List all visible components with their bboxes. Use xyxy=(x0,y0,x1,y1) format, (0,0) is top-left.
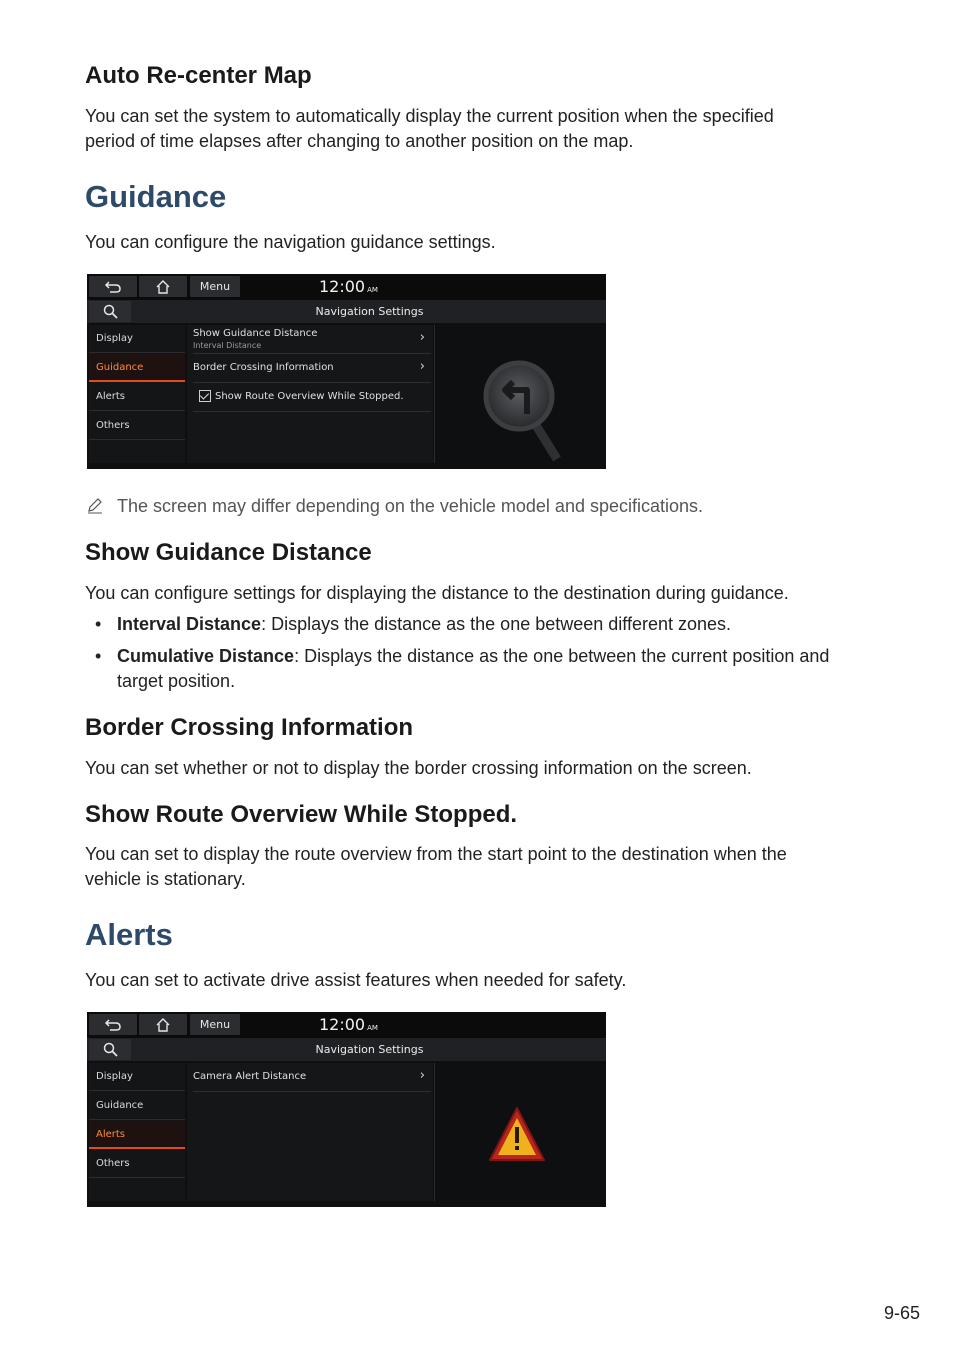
auto-recenter-body-1: You can set the system to automatically display the current position when the specified xyxy=(85,106,774,126)
route-overview-body-2: vehicle is stationary. xyxy=(85,869,246,889)
clock xyxy=(319,276,378,301)
menu-item-display[interactable]: Display xyxy=(89,1063,185,1091)
search-button[interactable] xyxy=(89,301,131,322)
back-arrow-icon xyxy=(104,1018,122,1032)
menu-item-others[interactable]: Others xyxy=(89,1150,185,1178)
border-crossing-body: You can set whether or not to display the border crossing information on the screen. xyxy=(85,758,752,778)
clock-ampm: AM xyxy=(367,1024,378,1032)
settings-menu xyxy=(89,1063,185,1201)
navigation-settings-screen-guidance xyxy=(87,274,606,469)
bullet-text: : Displays the distance as the one between different zones. xyxy=(261,614,732,634)
route-overview-label: Show Route Overview While Stopped. xyxy=(215,391,404,402)
divider xyxy=(434,325,435,463)
route-overview-heading: Show Route Overview While Stopped. xyxy=(85,801,518,828)
home-icon xyxy=(155,280,171,294)
show-guidance-distance-heading: Show Guidance Distance xyxy=(85,539,372,566)
camera-alert-distance-label: Camera Alert Distance xyxy=(193,1071,307,1082)
top-bar xyxy=(87,274,606,300)
border-crossing-heading: Border Crossing Information xyxy=(85,714,414,741)
menu-button[interactable]: Menu xyxy=(190,1014,240,1035)
bullet-term: Interval Distance xyxy=(117,614,262,634)
settings-content xyxy=(187,325,433,463)
auto-recenter-body-2: period of time elapses after changing to another position on the map. xyxy=(85,131,634,151)
search-icon xyxy=(103,304,119,320)
warning-triangle-icon xyxy=(487,1104,547,1166)
alerts-heading: Alerts xyxy=(85,917,173,952)
search-icon xyxy=(103,1042,119,1058)
title-bar xyxy=(87,1038,606,1061)
bullet-cumulative-distance-cont: target position. xyxy=(117,671,236,691)
border-crossing-label: Border Crossing Information xyxy=(193,362,334,373)
route-overview-body-1: You can set to display the route overview from the start point to the destination when the xyxy=(85,844,787,864)
border-crossing-item[interactable] xyxy=(193,354,431,383)
page-number: 9-65 xyxy=(883,1303,920,1323)
divider xyxy=(434,1063,435,1201)
bullet-dot: • xyxy=(95,646,102,666)
clock-time: 12:00 xyxy=(319,1015,366,1034)
back-button[interactable] xyxy=(89,1014,137,1035)
camera-alert-distance-item[interactable] xyxy=(193,1063,431,1092)
top-bar xyxy=(87,1012,606,1038)
screen-title: Navigation Settings xyxy=(315,1043,424,1056)
bullet-dot: • xyxy=(95,614,102,634)
auto-recenter-heading: Auto Re-center Map xyxy=(85,62,312,89)
clock-ampm: AM xyxy=(367,286,378,294)
chevron-right-icon: › xyxy=(419,1068,425,1083)
clock-time: 12:00 xyxy=(319,277,366,296)
show-guidance-distance-label: Show Guidance Distance xyxy=(193,328,318,339)
chevron-right-icon: › xyxy=(419,330,425,345)
menu-item-others[interactable]: Others xyxy=(89,412,185,440)
home-button[interactable] xyxy=(139,276,187,297)
menu-item-guidance[interactable]: Guidance xyxy=(89,1092,185,1120)
screen-title: Navigation Settings xyxy=(315,305,424,318)
bullet-text: : Displays the distance as the one between the current position and xyxy=(294,646,830,666)
pencil-note-icon xyxy=(86,496,104,514)
back-arrow-icon xyxy=(104,280,122,294)
settings-menu xyxy=(89,325,185,463)
navigation-settings-screen-alerts xyxy=(87,1012,606,1207)
alerts-intro: You can set to activate drive assist features when needed for safety. xyxy=(85,970,627,990)
route-overview-item[interactable] xyxy=(193,383,431,412)
show-guidance-distance-item[interactable] xyxy=(193,325,431,354)
clock xyxy=(319,1014,378,1039)
bullet-term: Cumulative Distance xyxy=(117,646,295,666)
menu-item-guidance[interactable]: Guidance xyxy=(89,354,185,382)
bullet-cumulative-distance xyxy=(95,644,830,669)
show-guidance-distance-body: You can configure settings for displaying the distance to the destination during guidance. xyxy=(85,583,789,603)
chevron-right-icon: › xyxy=(419,359,425,374)
menu-item-alerts[interactable]: Alerts xyxy=(89,1121,185,1149)
checkbox-checked-icon[interactable] xyxy=(199,390,211,402)
guidance-intro: You can configure the navigation guidance settings. xyxy=(85,232,496,252)
title-bar xyxy=(87,300,606,323)
menu-item-display[interactable]: Display xyxy=(89,325,185,353)
note-text: The screen may differ depending on the vehicle model and specifications. xyxy=(117,496,704,516)
search-button[interactable] xyxy=(89,1039,131,1060)
settings-content xyxy=(187,1063,433,1201)
menu-item-alerts[interactable]: Alerts xyxy=(89,383,185,411)
home-button[interactable] xyxy=(139,1014,187,1035)
back-button[interactable] xyxy=(89,276,137,297)
bullet-interval-distance xyxy=(95,612,732,637)
home-icon xyxy=(155,1018,171,1032)
guidance-heading: Guidance xyxy=(85,179,227,214)
show-guidance-distance-value: Interval Distance xyxy=(193,341,262,350)
turn-left-arrow-icon xyxy=(477,354,567,464)
menu-button[interactable]: Menu xyxy=(190,276,240,297)
